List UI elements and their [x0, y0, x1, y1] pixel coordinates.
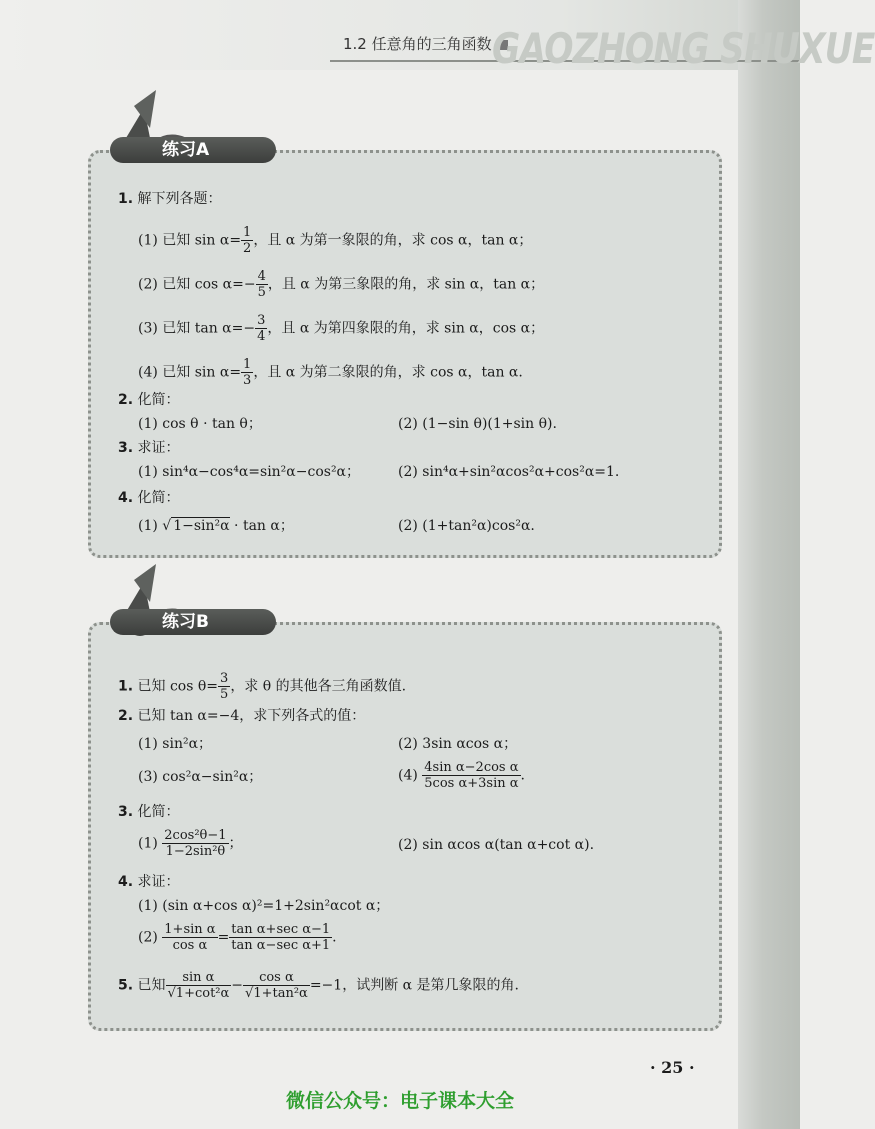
- page-number: · 25 ·: [650, 1058, 695, 1077]
- exercise-a-q1-item: (1) 已知 sin α= $\frac{1}{2}$ ，且 α 为第一象限的角，求 cos α，tan α；: [138, 225, 533, 256]
- series-wordmark: GAOZHONG SHUXUE: [492, 24, 875, 73]
- exercise-a-q1-item: (2) 已知 cos α=− $\frac{4}{5}$ ，且 α 为第三象限的角，求 sin α，tan α；: [138, 269, 545, 300]
- exercise-b-q1: 1. 已知 cos θ= $\frac{3}{5}$ ，求 θ 的其他各三角函数值.: [118, 671, 407, 702]
- exercise-b-q3: 3. 化简：: [118, 804, 180, 820]
- exercise-a-q1-item: (4) 已知 sin α= $\frac{1}{3}$ ，且 α 为第二象限的角，求 cos α，tan α.: [138, 357, 523, 388]
- exercise-b-q2-b: (2) 3sin αcos α；: [398, 736, 518, 752]
- exercise-b-q3-a: (1) $\frac{\text{2cos²θ−1}}{\text{1−2sin²θ}}$ ；: [138, 828, 243, 859]
- exercise-b-q2-c: (3) cos²α−sin²α；: [138, 769, 263, 785]
- exercise-a-panel: [88, 150, 722, 558]
- exercise-b-q2-a: (1) sin²α；: [138, 736, 213, 752]
- section-title: 1.2 任意角的三角函数: [343, 33, 508, 54]
- page-gutter: [738, 0, 800, 1129]
- exercise-b-q2-d: (4) $\frac{\text{4sin α−2cos α}}{\text{5cos α+3sin α}}$ .: [398, 760, 525, 791]
- exercise-a-q1-item: (3) 已知 tan α=− $\frac{3}{4}$ ，且 α 为第四象限的角，求 sin α，cos α；: [138, 313, 545, 344]
- exercise-b-badge: 练习B: [110, 609, 276, 635]
- exercise-a-q3-a: (1) sin⁴α−cos⁴α=sin²α−cos²α；: [138, 464, 361, 480]
- exercise-a-q4-b: (2) (1+tan²α)cos²α.: [398, 518, 535, 534]
- exercise-a-q4: 4. 化简：: [118, 490, 180, 506]
- exercise-a-q3: 3. 求证：: [118, 440, 180, 456]
- exercise-b-q4-a: (1) (sin α+cos α)²=1+2sin²αcot α；: [138, 898, 390, 914]
- exercise-b-q3-b: (2) sin αcos α(tan α+cot α).: [398, 837, 595, 853]
- exercise-a-q1: 1. 解下列各题：: [118, 191, 222, 207]
- exercise-b-q2: 2. 已知 tan α=−4，求下列各式的值：: [118, 708, 366, 724]
- exercise-emblem-icon: [104, 88, 204, 178]
- exercise-a-q2: 2. 化简：: [118, 392, 180, 408]
- exercise-emblem-icon: [104, 562, 204, 652]
- exercise-b-q4-b: (2) $\frac{\text{1+sin α}}{\text{cos α}}$ = $\frac{\text{tan α+sec α−1}}{\text{tan α−sec α+1}}$ .: [138, 922, 337, 953]
- exercise-b-q5: 5. 已知 $\frac{\text{sin α}}{\text{√1+cot²α}}$ − $\frac{\text{cos α}}{\text{√1+tan²α}}$ =−1，试判断 α 是第几象限的角.: [118, 970, 520, 1001]
- exercise-a-q2-b: (2) (1−sin θ)(1+sin θ).: [398, 416, 557, 432]
- exercise-a-badge: 练习A: [110, 137, 276, 163]
- footer-watermark: 微信公众号：电子课本大全: [285, 1090, 514, 1112]
- exercise-b-q4: 4. 求证：: [118, 874, 180, 890]
- exercise-a-q2-a: (1) cos θ · tan θ；: [138, 416, 262, 432]
- exercise-a-q3-b: (2) sin⁴α+sin²αcos²α+cos²α=1.: [398, 464, 620, 480]
- exercise-a-q4-a: (1) √ 1−sin²α · tan α；: [138, 518, 294, 534]
